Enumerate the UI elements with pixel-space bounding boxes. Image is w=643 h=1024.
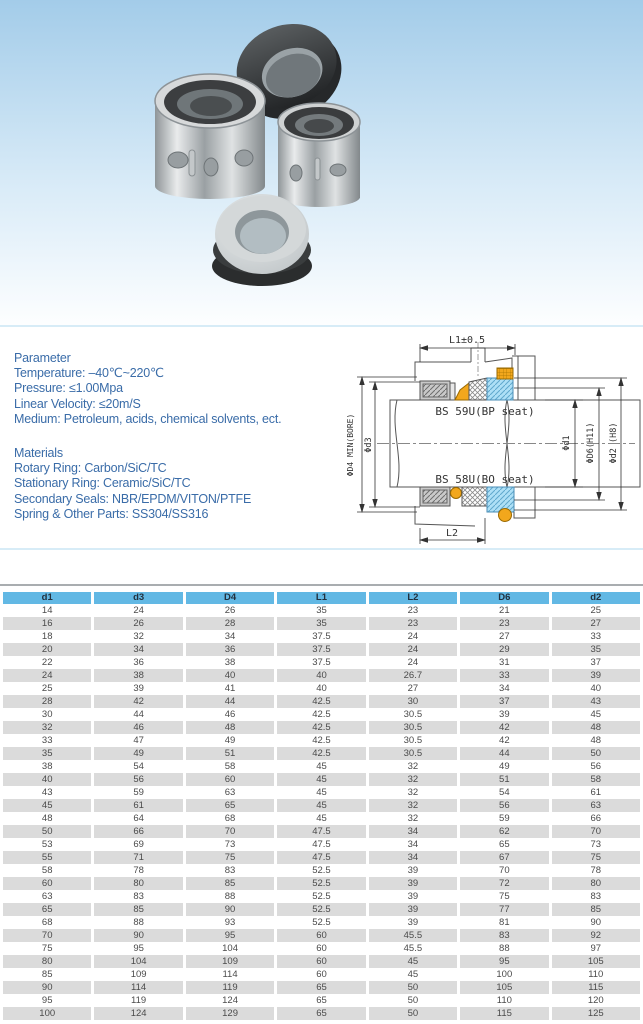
table-row (3, 929, 640, 942)
table-cell: 73 (552, 838, 640, 851)
table-row (3, 851, 640, 864)
table-row (3, 864, 640, 877)
dim-label-d2: Φd2 (H8) (609, 422, 619, 464)
table-cell: 42 (460, 721, 548, 734)
table-header-cell: d2 (552, 592, 640, 604)
table-row (3, 825, 640, 838)
parameter-title: Parameter (14, 351, 71, 365)
table-cell: 115 (552, 981, 640, 994)
table-cell: 39 (94, 682, 182, 695)
table-cell: 27 (552, 617, 640, 630)
table-cell: 53 (3, 838, 91, 851)
table-cell: 30.5 (369, 734, 457, 747)
table-row (3, 721, 640, 734)
table-cell: 56 (94, 773, 182, 786)
table-cell: 30.5 (369, 747, 457, 760)
table-cell: 69 (94, 838, 182, 851)
table-header-cell: D6 (460, 592, 548, 604)
table-cell: 83 (460, 929, 548, 942)
table-cell: 62 (460, 825, 548, 838)
table-cell: 119 (186, 981, 274, 994)
table-cell: 70 (552, 825, 640, 838)
table-cell: 95 (3, 994, 91, 1007)
table-cell: 66 (552, 812, 640, 825)
table-cell: 114 (94, 981, 182, 994)
table-cell: 105 (552, 955, 640, 968)
table-row (3, 981, 640, 994)
dim-label-l1: L1±0.5 (448, 335, 486, 346)
table-cell: 35 (277, 617, 365, 630)
table-cell: 100 (460, 968, 548, 981)
table-cell: 24 (369, 656, 457, 669)
table-cell: 32 (94, 630, 182, 643)
table-cell: 34 (94, 643, 182, 656)
table-cell: 36 (94, 656, 182, 669)
table-cell: 40 (3, 773, 91, 786)
table-cell: 44 (460, 747, 548, 760)
table-cell: 43 (3, 786, 91, 799)
table-row (3, 942, 640, 955)
table-cell: 85 (552, 903, 640, 916)
table-cell: 97 (552, 942, 640, 955)
spec-line: Medium: Petroleum, acids, chemical solvents, ect. (14, 411, 282, 426)
table-cell: 45 (369, 955, 457, 968)
table-row (3, 916, 640, 929)
table-row (3, 838, 640, 851)
table-cell: 39 (369, 890, 457, 903)
spec-line: Linear Velocity: ≤20m/S (14, 396, 141, 411)
table-header-cell: d1 (3, 592, 91, 604)
table-cell: 52.5 (277, 877, 365, 890)
table-row (3, 955, 640, 968)
table-cell: 24 (369, 643, 457, 656)
table-cell: 88 (186, 890, 274, 903)
table-cell: 70 (3, 929, 91, 942)
table-cell: 32 (3, 721, 91, 734)
table-cell: 60 (277, 942, 365, 955)
table-cell: 48 (3, 812, 91, 825)
table-cell: 16 (3, 617, 91, 630)
product-photo (0, 0, 643, 325)
table-cell: 22 (3, 656, 91, 669)
spec-table-body (3, 604, 640, 1020)
table-row (3, 747, 640, 760)
table-cell: 47.5 (277, 851, 365, 864)
table-header-cell: d3 (94, 592, 182, 604)
table-cell: 65 (277, 994, 365, 1007)
table-cell: 35 (552, 643, 640, 656)
table-cell: 24 (369, 630, 457, 643)
table-cell: 52.5 (277, 916, 365, 929)
table-cell: 40 (186, 669, 274, 682)
table-cell: 56 (552, 760, 640, 773)
table-cell: 56 (460, 799, 548, 812)
table-cell: 85 (186, 877, 274, 890)
table-cell: 115 (460, 1007, 548, 1020)
seal-model-top-label: BS 59U(BP seat) (435, 405, 535, 418)
parameter-section (14, 351, 281, 427)
table-cell: 46 (94, 721, 182, 734)
table-cell: 45 (277, 773, 365, 786)
table-cell: 28 (186, 617, 274, 630)
table-cell: 30.5 (369, 708, 457, 721)
table-cell: 54 (460, 786, 548, 799)
dim-label-l2: L2 (445, 528, 459, 539)
table-cell: 52.5 (277, 903, 365, 916)
spec-table-header-row (3, 592, 640, 604)
table-cell: 37.5 (277, 656, 365, 669)
table-cell: 81 (460, 916, 548, 929)
table-cell: 37 (460, 695, 548, 708)
table-row (3, 708, 640, 721)
table-cell: 51 (186, 747, 274, 760)
table-cell: 20 (3, 643, 91, 656)
table-cell: 114 (186, 968, 274, 981)
table-cell: 66 (94, 825, 182, 838)
table-cell: 47.5 (277, 838, 365, 851)
seal-assembly-large (155, 74, 265, 199)
table-cell: 35 (3, 747, 91, 760)
table-cell: 80 (3, 955, 91, 968)
table-cell: 104 (94, 955, 182, 968)
table-cell: 109 (186, 955, 274, 968)
table-cell: 80 (94, 877, 182, 890)
table-cell: 45.5 (369, 942, 457, 955)
table-cell: 30 (369, 695, 457, 708)
table-cell: 38 (94, 669, 182, 682)
table-cell: 34 (369, 825, 457, 838)
table-cell: 42.5 (277, 708, 365, 721)
table-cell: 72 (460, 877, 548, 890)
table-cell: 42.5 (277, 721, 365, 734)
table-cell: 38 (186, 656, 274, 669)
table-cell: 42.5 (277, 695, 365, 708)
table-cell: 46 (186, 708, 274, 721)
table-cell: 124 (186, 994, 274, 1007)
table-cell: 29 (460, 643, 548, 656)
table-top-rule (0, 584, 643, 586)
table-cell: 50 (369, 994, 457, 1007)
spec-table (0, 592, 643, 1020)
table-cell: 68 (186, 812, 274, 825)
table-cell: 95 (186, 929, 274, 942)
table-cell: 58 (552, 773, 640, 786)
table-cell: 78 (552, 864, 640, 877)
table-cell: 32 (369, 760, 457, 773)
table-cell: 51 (460, 773, 548, 786)
table-cell: 45 (369, 968, 457, 981)
table-cell: 39 (369, 877, 457, 890)
table-cell: 50 (552, 747, 640, 760)
table-row (3, 890, 640, 903)
table-cell: 129 (186, 1007, 274, 1020)
table-cell: 104 (186, 942, 274, 955)
table-cell: 60 (3, 877, 91, 890)
table-cell: 39 (460, 708, 548, 721)
table-cell: 59 (94, 786, 182, 799)
section-divider-top (0, 325, 643, 327)
table-cell: 105 (460, 981, 548, 994)
table-cell: 85 (94, 903, 182, 916)
table-cell: 65 (186, 799, 274, 812)
table-row (3, 656, 640, 669)
table-cell: 36 (186, 643, 274, 656)
table-cell: 47.5 (277, 825, 365, 838)
table-cell: 90 (552, 916, 640, 929)
table-row (3, 630, 640, 643)
table-cell: 39 (369, 864, 457, 877)
table-cell: 37.5 (277, 630, 365, 643)
table-cell: 124 (94, 1007, 182, 1020)
materials-section (14, 446, 251, 522)
table-cell: 33 (552, 630, 640, 643)
table-cell: 63 (3, 890, 91, 903)
table-cell: 75 (552, 851, 640, 864)
table-cell: 85 (3, 968, 91, 981)
table-cell: 45 (277, 760, 365, 773)
table-cell: 100 (3, 1007, 91, 1020)
seal-model-bottom-label: BS 58U(BO seat) (435, 473, 535, 486)
table-cell: 78 (94, 864, 182, 877)
table-cell: 34 (369, 838, 457, 851)
spec-line: Pressure: ≤1.00Mpa (14, 381, 123, 396)
table-cell: 23 (369, 604, 457, 617)
table-cell: 60 (277, 929, 365, 942)
table-cell: 65 (3, 903, 91, 916)
table-cell: 49 (460, 760, 548, 773)
table-cell: 37 (552, 656, 640, 669)
table-cell: 61 (552, 786, 640, 799)
table-cell: 44 (186, 695, 274, 708)
table-row (3, 877, 640, 890)
table-row (3, 643, 640, 656)
table-cell: 39 (552, 669, 640, 682)
table-cell: 32 (369, 773, 457, 786)
table-cell: 88 (94, 916, 182, 929)
table-header-cell: L2 (369, 592, 457, 604)
table-cell: 26 (186, 604, 274, 617)
materials-title: Materials (14, 446, 63, 460)
table-cell: 70 (186, 825, 274, 838)
table-cell: 32 (369, 799, 457, 812)
table-cell: 37.5 (277, 643, 365, 656)
table-row (3, 760, 640, 773)
table-cell: 23 (460, 617, 548, 630)
table-cell: 50 (369, 1007, 457, 1020)
table-cell: 95 (460, 955, 548, 968)
spec-line: Rotary Ring: Carbon/SiC/TC (14, 461, 167, 476)
table-cell: 30.5 (369, 721, 457, 734)
table-cell: 93 (186, 916, 274, 929)
table-row (3, 604, 640, 617)
table-cell: 83 (552, 890, 640, 903)
stationary-seat-ring (212, 194, 312, 286)
technical-diagram (335, 330, 643, 565)
table-cell: 45 (552, 708, 640, 721)
table-cell: 43 (552, 695, 640, 708)
table-cell: 119 (94, 994, 182, 1007)
table-row (3, 786, 640, 799)
table-row (3, 994, 640, 1007)
spec-line: Secondary Seals: NBR/EPDM/VITON/PTFE (14, 491, 252, 506)
table-cell: 90 (186, 903, 274, 916)
table-cell: 27 (460, 630, 548, 643)
table-cell: 109 (94, 968, 182, 981)
table-cell: 23 (369, 617, 457, 630)
table-cell: 32 (369, 812, 457, 825)
table-cell: 44 (94, 708, 182, 721)
table-cell: 48 (552, 734, 640, 747)
table-cell: 110 (552, 968, 640, 981)
table-cell: 25 (3, 682, 91, 695)
table-cell: 14 (3, 604, 91, 617)
table-cell: 92 (552, 929, 640, 942)
table-row (3, 968, 640, 981)
section-divider-bottom (0, 548, 643, 550)
dimension-table-section (0, 592, 643, 1020)
dim-label-d3: Φd3 (364, 437, 374, 453)
table-cell: 59 (460, 812, 548, 825)
table-cell: 45 (3, 799, 91, 812)
dim-label-d6: ΦD6(H11) (586, 422, 596, 464)
table-cell: 67 (460, 851, 548, 864)
table-header-cell: L1 (277, 592, 365, 604)
table-cell: 42 (94, 695, 182, 708)
table-cell: 95 (94, 942, 182, 955)
table-cell: 65 (277, 1007, 365, 1020)
table-cell: 45 (277, 786, 365, 799)
table-cell: 39 (369, 903, 457, 916)
table-cell: 28 (3, 695, 91, 708)
table-cell: 34 (186, 630, 274, 643)
table-cell: 41 (186, 682, 274, 695)
table-row (3, 903, 640, 916)
table-cell: 83 (186, 864, 274, 877)
table-cell: 77 (460, 903, 548, 916)
table-cell: 39 (369, 916, 457, 929)
table-cell: 30 (3, 708, 91, 721)
table-cell: 68 (3, 916, 91, 929)
table-row (3, 682, 640, 695)
table-cell: 88 (460, 942, 548, 955)
table-cell: 42 (460, 734, 548, 747)
seal-cross-section (377, 342, 640, 526)
table-cell: 24 (94, 604, 182, 617)
dim-label-d4: ΦD4 MIN(BORE) (346, 413, 355, 477)
table-cell: 21 (460, 604, 548, 617)
table-cell: 25 (552, 604, 640, 617)
parameter-lines (14, 366, 281, 427)
table-cell: 52.5 (277, 864, 365, 877)
table-cell: 26.7 (369, 669, 457, 682)
table-cell: 90 (3, 981, 91, 994)
table-cell: 120 (552, 994, 640, 1007)
table-cell: 42.5 (277, 747, 365, 760)
table-cell: 90 (94, 929, 182, 942)
table-cell: 55 (3, 851, 91, 864)
spec-line: Stationary Ring: Ceramic/SiC/TC (14, 476, 191, 491)
spec-line: Spring & Other Parts: SS304/SS316 (14, 506, 209, 521)
table-row (3, 695, 640, 708)
table-cell: 48 (552, 721, 640, 734)
table-cell: 83 (94, 890, 182, 903)
table-cell: 63 (552, 799, 640, 812)
table-cell: 49 (94, 747, 182, 760)
table-cell: 34 (460, 682, 548, 695)
table-cell: 80 (552, 877, 640, 890)
table-cell: 32 (369, 786, 457, 799)
table-cell: 27 (369, 682, 457, 695)
table-row (3, 734, 640, 747)
materials-lines (14, 461, 251, 522)
table-cell: 45 (277, 812, 365, 825)
table-cell: 24 (3, 669, 91, 682)
table-cell: 65 (277, 981, 365, 994)
table-cell: 48 (186, 721, 274, 734)
table-cell: 42.5 (277, 734, 365, 747)
table-row (3, 773, 640, 786)
table-row (3, 617, 640, 630)
table-cell: 63 (186, 786, 274, 799)
table-row (3, 799, 640, 812)
table-cell: 60 (277, 968, 365, 981)
table-cell: 64 (94, 812, 182, 825)
table-cell: 35 (277, 604, 365, 617)
table-cell: 33 (3, 734, 91, 747)
dim-label-d1: Φd1 (562, 435, 572, 451)
table-cell: 45.5 (369, 929, 457, 942)
seal-assembly-small (278, 103, 360, 207)
table-cell: 34 (369, 851, 457, 864)
table-cell: 58 (3, 864, 91, 877)
table-cell: 40 (277, 682, 365, 695)
table-cell: 26 (94, 617, 182, 630)
table-cell: 75 (186, 851, 274, 864)
table-cell: 60 (277, 955, 365, 968)
table-cell: 33 (460, 669, 548, 682)
table-cell: 18 (3, 630, 91, 643)
table-row (3, 812, 640, 825)
table-cell: 73 (186, 838, 274, 851)
table-cell: 40 (277, 669, 365, 682)
table-row (3, 669, 640, 682)
spec-line: Temperature: –40℃~220℃ (14, 366, 164, 381)
table-cell: 45 (277, 799, 365, 812)
table-cell: 52.5 (277, 890, 365, 903)
table-header-cell: D4 (186, 592, 274, 604)
table-cell: 49 (186, 734, 274, 747)
table-cell: 31 (460, 656, 548, 669)
table-cell: 50 (369, 981, 457, 994)
table-cell: 40 (552, 682, 640, 695)
table-cell: 61 (94, 799, 182, 812)
table-cell: 60 (186, 773, 274, 786)
table-cell: 65 (460, 838, 548, 851)
table-cell: 110 (460, 994, 548, 1007)
table-cell: 75 (3, 942, 91, 955)
table-cell: 38 (3, 760, 91, 773)
table-cell: 70 (460, 864, 548, 877)
table-cell: 54 (94, 760, 182, 773)
table-cell: 75 (460, 890, 548, 903)
table-cell: 125 (552, 1007, 640, 1020)
table-cell: 71 (94, 851, 182, 864)
table-row (3, 1007, 640, 1020)
table-cell: 58 (186, 760, 274, 773)
table-cell: 50 (3, 825, 91, 838)
table-cell: 47 (94, 734, 182, 747)
